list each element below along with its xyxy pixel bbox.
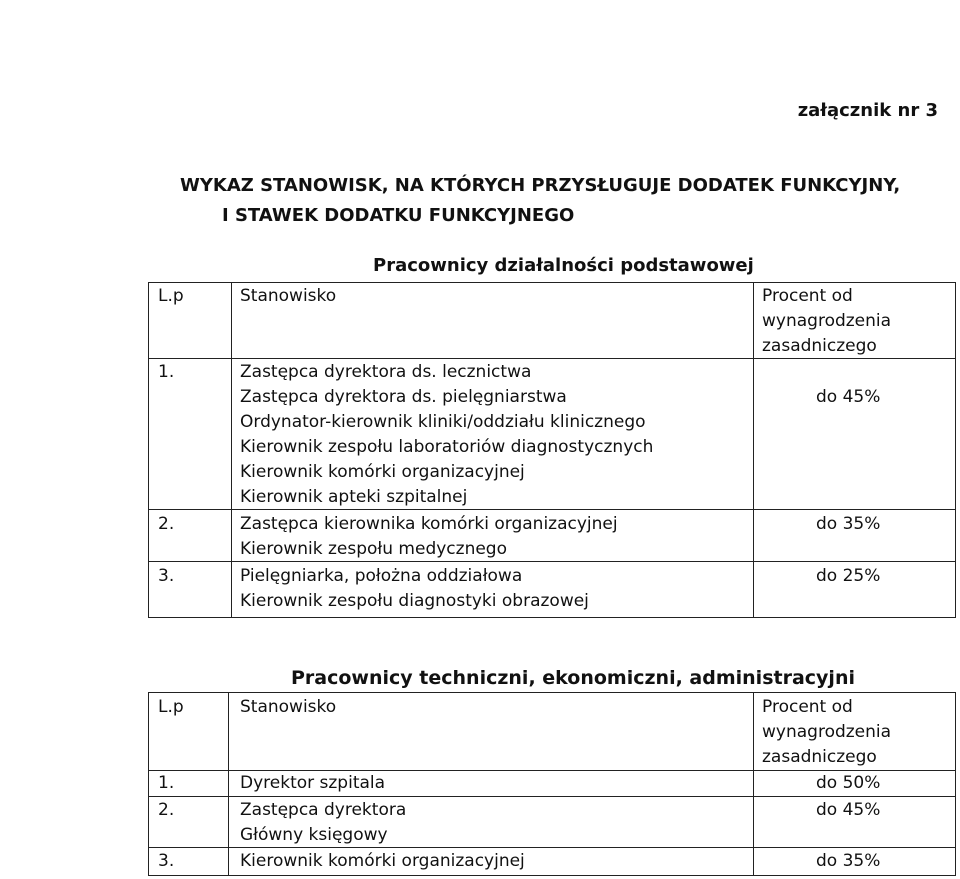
table2-row2-lp: 2. [158, 800, 175, 820]
table2-row1-position: Dyrektor szpitala [240, 773, 386, 793]
table2-header-rate [762, 695, 891, 770]
position-name: Pielęgniarka, położna oddziałowa [240, 566, 523, 586]
table1-row1-positions [240, 360, 653, 510]
table2-row2-positions [240, 798, 406, 848]
table1-header-lp: L.p [158, 286, 184, 306]
position-name: Zastępca kierownika komórki organizacyjnej [240, 514, 618, 534]
table1-row2-rate: do 35% [816, 514, 881, 534]
table2-header-rate-line: zasadniczego [762, 747, 877, 767]
table1-col-divider [231, 282, 232, 618]
table2-row3-lp: 3. [158, 851, 175, 871]
annex-label: załącznik nr 3 [797, 100, 938, 121]
document-heading-line2: I STAWEK DODATKU FUNKCYJNEGO [222, 205, 575, 226]
table2-row1-rate: do 50% [816, 773, 881, 793]
table1-row2-lp: 2. [158, 514, 175, 534]
table2-title: Pracownicy techniczni, ekonomiczni, administracyjni [291, 667, 855, 689]
table2-header-rate-line: wynagrodzenia [762, 722, 892, 742]
table1-row3-lp: 3. [158, 566, 175, 586]
table1-header-rate-line: Procent od [762, 286, 853, 306]
table1-row3-positions [240, 564, 589, 614]
document-heading-line1: WYKAZ STANOWISK, NA KTÓRYCH PRZYSŁUGUJE DODATEK FUNKCYJNY, [180, 175, 901, 196]
table2-row-divider [148, 796, 956, 797]
position-name: Kierownik zespołu diagnostyki obrazowej [240, 591, 589, 611]
table2-header-rate-line: Procent od [762, 697, 853, 717]
table1-col-divider [753, 282, 754, 618]
position-name: Kierownik apteki szpitalnej [240, 487, 468, 507]
table2-header-lp: L.p [158, 697, 184, 717]
table1-row3-rate: do 25% [816, 566, 881, 586]
table1-header-rate-line: zasadniczego [762, 336, 877, 356]
table1-header-position: Stanowisko [240, 286, 337, 306]
table2-row3-rate: do 35% [816, 851, 881, 871]
table1-row1-rate: do 45% [816, 387, 881, 407]
table1-row2-positions [240, 512, 618, 562]
table2-row3-position: Kierownik komórki organizacyjnej [240, 851, 525, 871]
position-name: Główny księgowy [240, 825, 388, 845]
table2-col-divider [753, 692, 754, 876]
position-name: Zastępca dyrektora [240, 800, 407, 820]
table1-title: Pracownicy działalności podstawowej [373, 255, 754, 276]
table1-row1-lp: 1. [158, 362, 175, 382]
table2-row1-lp: 1. [158, 773, 175, 793]
table1-header-rate [762, 284, 891, 359]
table2-header-position: Stanowisko [240, 697, 337, 717]
table2-col-divider [228, 692, 229, 876]
position-name: Kierownik zespołu laboratoriów diagnostycznych [240, 437, 654, 457]
table1-header-rate-line: wynagrodzenia [762, 311, 892, 331]
position-name: Ordynator-kierownik kliniki/oddziału klinicznego [240, 412, 646, 432]
position-name: Kierownik komórki organizacyjnej [240, 462, 525, 482]
position-name: Zastępca dyrektora ds. pielęgniarstwa [240, 387, 567, 407]
table2-row2-rate: do 45% [816, 800, 881, 820]
position-name: Zastępca dyrektora ds. lecznictwa [240, 362, 532, 382]
position-name: Kierownik zespołu medycznego [240, 539, 508, 559]
